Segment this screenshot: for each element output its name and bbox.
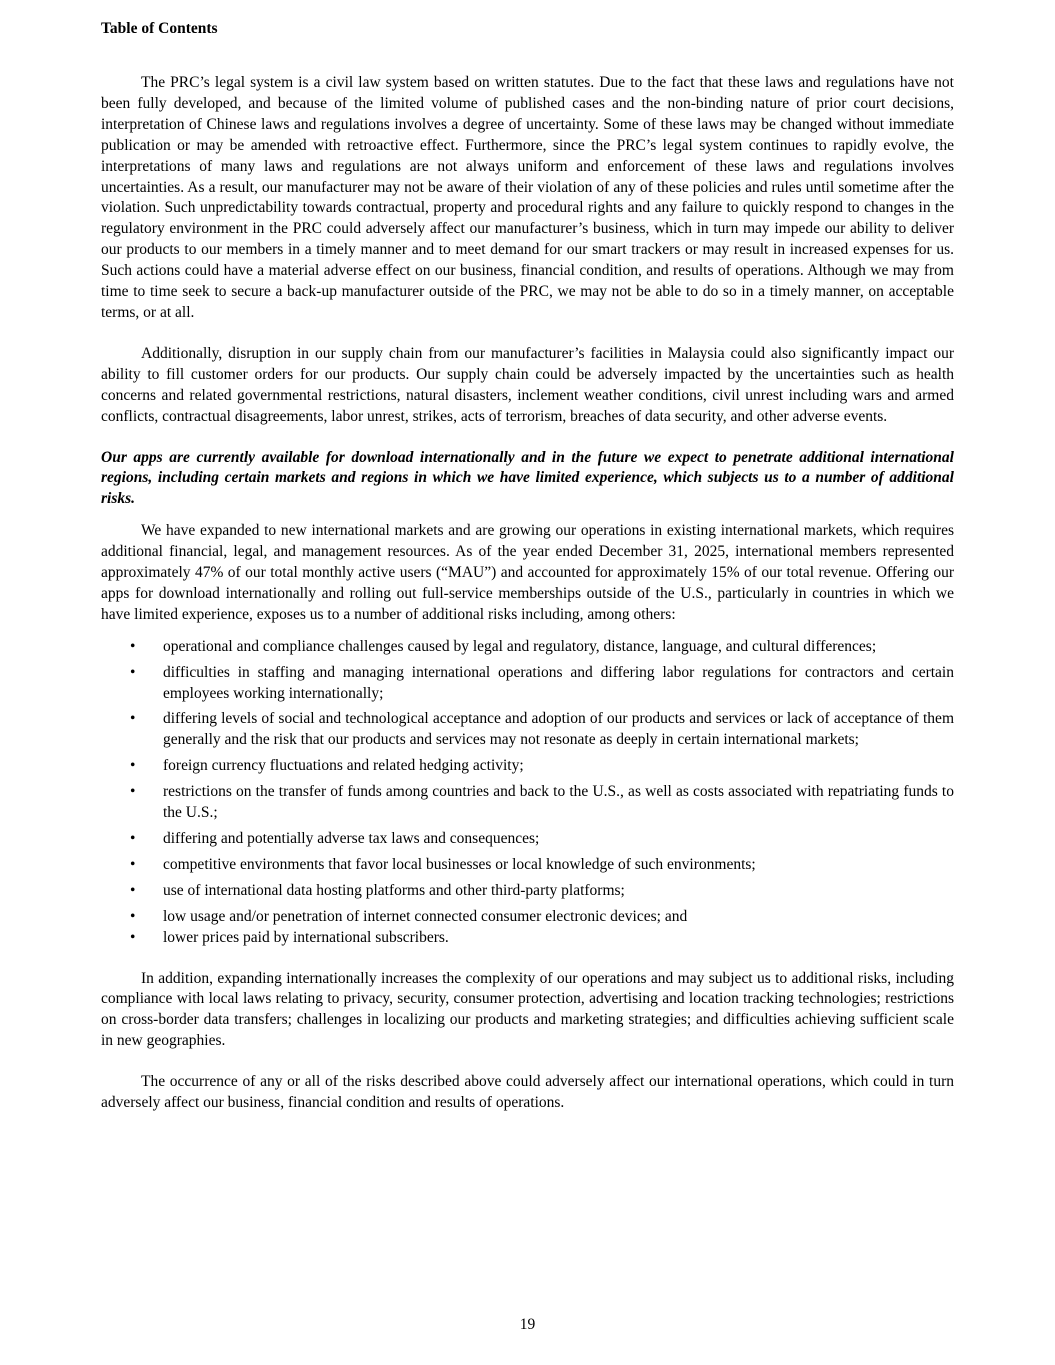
bullet-icon: •: [130, 637, 136, 655]
bullet-icon: •: [130, 928, 136, 946]
list-item-text: operational and compliance challenges caused by legal and regulatory, distance, language, and cultural differences;: [163, 637, 877, 655]
bullet-icon: •: [130, 855, 136, 873]
list-item: [101, 709, 954, 751]
paragraph-international-expansion: We have expanded to new international markets and are growing our operations in existing international markets, which requires additional financial, legal, and management resources. As of the year ended December 31, 2025, international members represented approximately 47% of our total monthly active users (“MAU”) and accounted for approximately 15% of our total revenue. Offering our apps for download internationally and rolling out full-service memberships outside of the U.S., particularly in countries in which we have limited experience, exposes us to a number of additional risks including, among others:: [101, 522, 954, 623]
list-item: [101, 907, 954, 928]
bullet-icon: •: [130, 907, 136, 925]
bullet-icon: •: [130, 710, 136, 728]
list-item: [101, 782, 954, 824]
paragraph-complexity-of-operations: In addition, expanding internationally increases the complexity of our operations and may subject us to additional risks, including compliance with local laws relating to privacy, security, consumer protection, advertising and location tracking technologies; restrictions on cross-border data transfers; challenges in localizing our products and marketing strategies; and difficulties achieving sufficient scale in new geographies.: [101, 969, 954, 1050]
list-item-text: difficulties in staffing and managing international operations and differing labor regulations for contractors and certain employees working internationally;: [163, 663, 954, 702]
list-item-text: foreign currency fluctuations and related hedging activity;: [163, 757, 524, 775]
list-item: [101, 663, 954, 705]
bullet-icon: •: [130, 663, 136, 681]
list-item-text: restrictions on the transfer of funds among countries and back to the U.S., as well as costs associated with repatriating funds to the U.S.;: [163, 783, 954, 822]
list-item-text: low usage and/or penetration of internet connected consumer electronic devices; and: [163, 907, 688, 925]
document-body: [101, 73, 954, 1114]
bullet-icon: •: [130, 881, 136, 899]
list-item-text: lower prices paid by international subscribers.: [163, 928, 449, 946]
list-item: [101, 756, 954, 777]
paragraph-risk-conclusion: The occurrence of any or all of the risks described above could adversely affect our international operations, which could in turn adversely affect our business, financial condition and results of operations.: [101, 1073, 954, 1112]
risk-bullet-list: [101, 637, 954, 949]
list-item: [101, 829, 954, 850]
list-item-text: differing and potentially adverse tax laws and consequences;: [163, 830, 540, 847]
bullet-icon: •: [130, 783, 136, 801]
list-item: [101, 637, 954, 658]
paragraph-prc-legal-system: The PRC’s legal system is a civil law system based on written statutes. Due to the fact that these laws and regulations have not been fully developed, and because of the limited volume of published cases and the non-binding nature of prior court decisions, interpretation of Chinese laws and regulations involves a degree of uncertainty. Some of these laws may be changed without immediate publication or may be amended with retroactive effect. Furthermore, since the PRC’s legal system continues to rapidly evolve, the interpretations of many laws and regulations are not always uniform and enforcement of these laws and regulations involves uncertainties. As a result, our manufacturer may not be aware of their violation of any of these policies and rules until sometime after the violation. Such unpredictability towards contractual, property and procedural rights and any failure to quickly respond to changes in the regulatory environment in the PRC could adversely affect our manufacturer’s business, which in turn may impede our ability to deliver our products to our members in a timely manner and to meet demand for our smart trackers or may result in increased expenses for us. Such actions could have a material adverse effect on our business, financial condition, and results of operations. Although we may from time to time seek to secure a back-up manufacturer outside of the PRC, we may not be able to do so in a timely manner, on acceptable terms, or at all.: [101, 74, 954, 321]
list-item-text: competitive environments that favor local businesses or local knowledge of such environments;: [163, 855, 756, 873]
list-item-text: differing levels of social and technological acceptance and adoption of our products and services or lack of acceptance of them generally and the risk that our products and services may not resonate as deeply in certain international markets;: [163, 710, 954, 749]
table-of-contents-link[interactable]: Table of Contents: [101, 20, 218, 37]
paragraph-supply-chain-malaysia: Additionally, disruption in our supply chain from our manufacturer’s facilities in Malaysia could also significantly impact our ability to fill customer orders for our products. Our supply chain could be adversely impacted by the uncertainties such as health concerns and related governmental restrictions, natural disasters, inclement weather conditions, civil unrest including wars and armed conflicts, contractual disagreements, labor unrest, strikes, acts of terrorism, breaches of data security, and other adverse events.: [101, 344, 954, 425]
bullet-icon: •: [130, 830, 136, 847]
list-item: [101, 928, 954, 949]
bullet-icon: •: [130, 757, 136, 775]
risk-factor-heading: Our apps are currently available for download internationally and in the future we expect to penetrate additional international regions, including certain markets and regions in which we have limited experience, which subjects us to a number of additional risks.: [101, 448, 954, 508]
list-item: [101, 855, 954, 876]
list-item-text: use of international data hosting platforms and other third-party platforms;: [163, 881, 625, 899]
list-item: [101, 881, 954, 902]
page-number: 19: [519, 1316, 536, 1333]
